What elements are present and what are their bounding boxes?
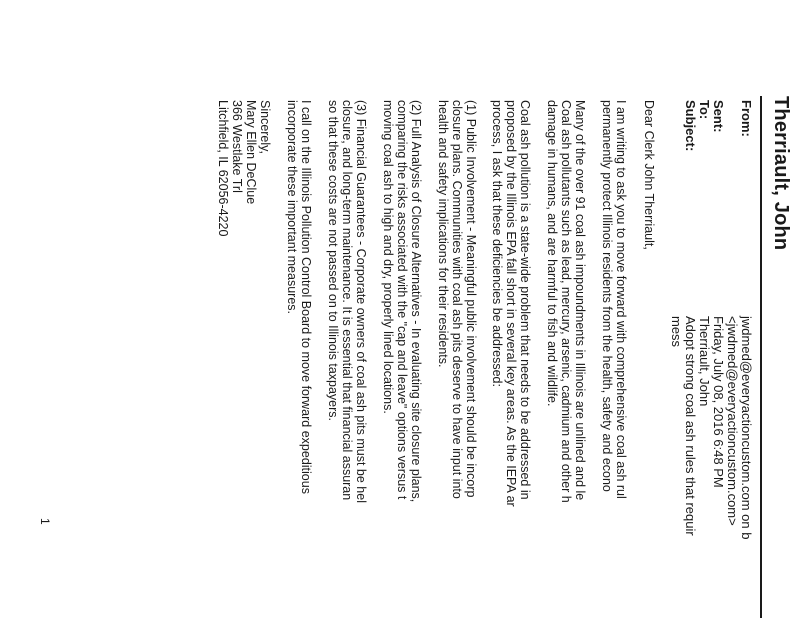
- paragraph-3-line: process, I ask that these deficiencies be addressed:: [490, 100, 504, 387]
- paragraph-7-line: incorporate these important measures.: [285, 100, 299, 314]
- paragraph-2-line: Many of the over 91 coal ash impoundments in Illinois are unlined and le: [573, 100, 587, 501]
- paragraph-2-line: damage in humans, and are harmful to fish and wildlife.: [545, 100, 559, 407]
- paragraph-5-line: moving coal ash to high and dry, properly lined locations.: [381, 100, 395, 414]
- from-label: From:: [739, 100, 754, 137]
- signature-name: Mary Ellen DeClue: [244, 100, 258, 205]
- paragraph-6-line: (3) Financial Guarantees - Corporate owners of coal ash pits must be hel: [354, 100, 368, 503]
- paragraph-4-line: health and safety implications for their residents.: [436, 100, 450, 368]
- to-value: Therriault, John: [697, 316, 712, 407]
- sender-name-heading: Therriault, John: [770, 96, 792, 251]
- paragraph-4-line: (1) Public Involvement - Meaningful public involvement should be incorp: [464, 100, 478, 498]
- subject-value-line-1: Adopt strong coal ash rules that requir: [683, 316, 698, 536]
- page-number: 1: [38, 518, 52, 525]
- from-value-line-1: jwdmed@everyactioncustom.com on b: [739, 316, 754, 540]
- to-label: To:: [697, 100, 712, 120]
- paragraph-3-line: proposed by the Illinois EPA fall short in several key areas. As the IEPA ar: [504, 100, 518, 507]
- paragraph-5-line: (2) Full Analysis of Closure Alternatives - In evaluating site closure plans,: [409, 100, 423, 503]
- paragraph-6-line: closure, and long-term maintenance. It is essential that financial assuran: [340, 100, 354, 501]
- paragraph-3-line: Coal ash pollution is a state-wide problem that needs to be addressed in: [518, 100, 532, 500]
- signature-street: 366 Westlake Trl: [230, 100, 244, 193]
- paragraph-4-line: closure plans. Communities with coal ash pits deserve to have input into: [450, 100, 464, 499]
- subject-value-line-2: mess: [669, 316, 684, 348]
- heading-rule: [760, 96, 762, 618]
- closing: Sincerely,: [258, 100, 272, 154]
- sent-label: Sent:: [711, 100, 726, 133]
- paragraph-7-line: I call on the Illinois Pollution Control Board to move forward expeditious: [299, 100, 313, 494]
- paragraph-1-line: I am writing to ask you to move forward with comprehensive coal ash rul: [614, 100, 628, 499]
- paragraph-5-line: comparing the risks associated with the "cap and leave" options versus t: [395, 100, 409, 500]
- sent-value: Friday, July 08, 2016 6:48 PM: [711, 316, 726, 488]
- subject-label: Subject:: [683, 100, 698, 152]
- salutation: Dear Clerk John Therriault,: [642, 100, 656, 250]
- signature-city: Litchfield, IL 62056-4220: [216, 100, 230, 237]
- paragraph-6-line: so that these costs are not passed on to Illinois taxpayers.: [326, 100, 340, 422]
- paragraph-2-line: Coal ash pollutants such as lead, mercury, arsenic, cadmium and other h: [559, 100, 573, 503]
- paragraph-1-line: permanently protect Illinois residents from the health, safety and econo: [600, 100, 614, 492]
- from-value-line-2: <jwdmed@everyactioncustom.com>: [725, 316, 740, 526]
